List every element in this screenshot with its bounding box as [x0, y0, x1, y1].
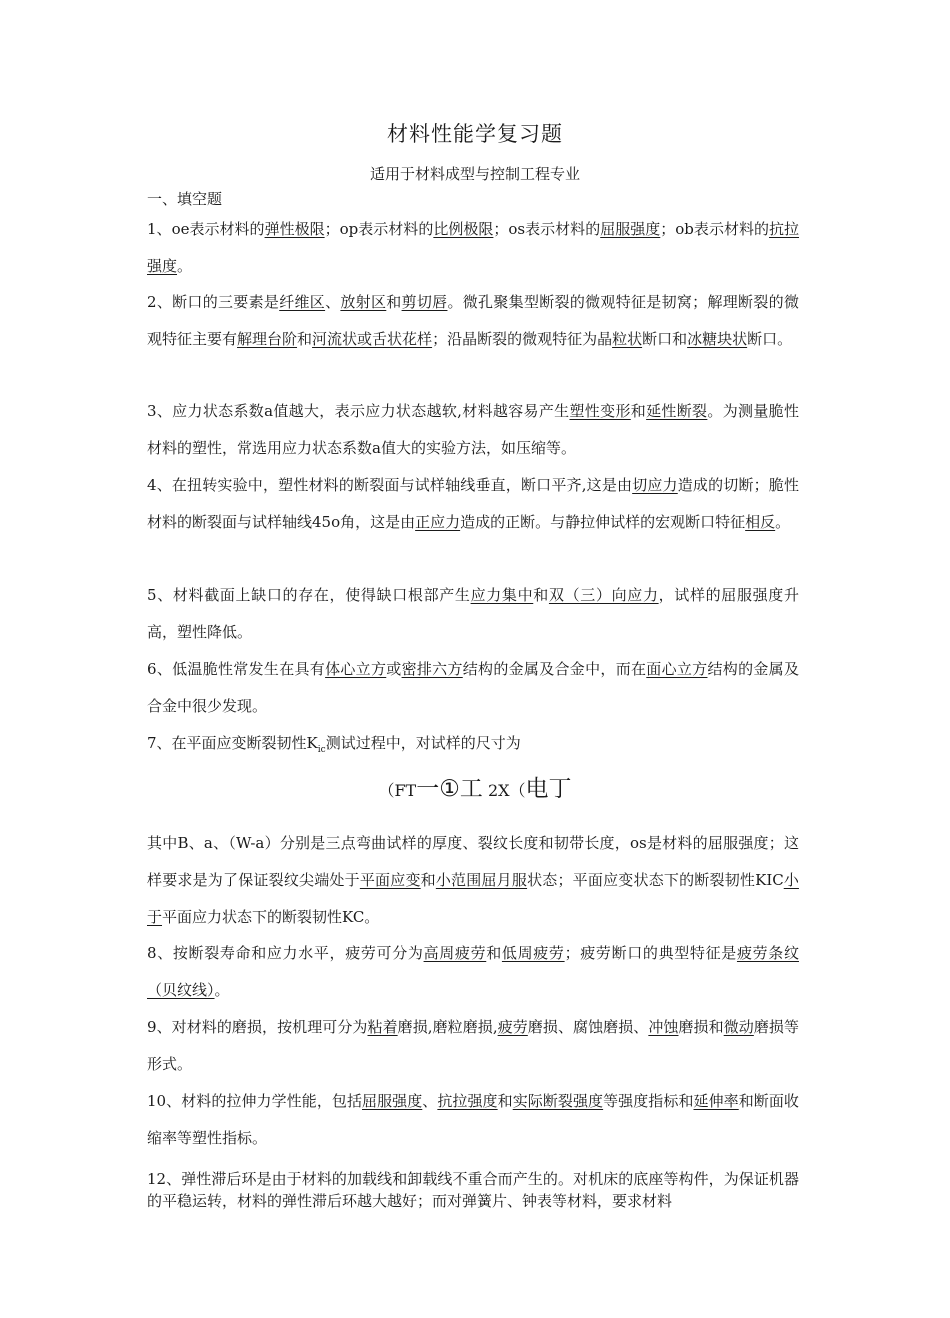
question-5: 5、材料截面上缺口的存在，使得缺口根部产生应力集中和双（三）向应力，试样的屈服强度升高，塑性降低。 [147, 586, 799, 641]
question-12: 12、弹性滞后环是由于材料的加载线和卸载线不重合而产生的。对机床的底座等构件，为保证机器的平稳运转，材料的弹性滞后环越大越好；而对弹簧片、钟表等材料，要求材料 [147, 1170, 799, 1210]
question-3: 3、应力状态系数a值越大，表示应力状态越软,材料越容易产生塑性变形和延性断裂。为测量脆性材料的塑性，常选用应力状态系数a值大的实验方法，如压缩等。 [147, 402, 799, 457]
question-2: 2、断口的三要素是纤维区、放射区和剪切唇。微孔聚集型断裂的微观特征是韧窝；解理断裂的微观特征主要有解理台阶和河流状或舌状花样；沿晶断裂的微观特征为晶粒状断口和冰糖块状断口。 [147, 293, 799, 348]
section-heading: 一、填空题 [147, 190, 223, 208]
question-8: 8、按断裂寿命和应力水平，疲劳可分为高周疲劳和低周疲劳；疲劳断口的典型特征是疲劳条纹（贝纹线）。 [147, 944, 799, 999]
question-7: 7、在平面应变断裂韧性$K_{ic}$测试过程中，对试样的尺寸为 [147, 734, 521, 755]
doc-title: 材料性能学复习题 [387, 122, 563, 146]
doc-subtitle: 适用于材料成型与控制工程专业 [369, 165, 580, 183]
question-4: 4、在扭转实验中，塑性材料的断裂面与试样轴线垂直，断口平齐,这是由切应力造成的切断；脆性材料的断裂面与试样轴线45o角，这是由正应力造成的正断。与静拉伸试样的宏观断口特征相反。 [147, 476, 799, 531]
question-1: 1、oe表示材料的弹性极限；op表示材料的比例极限；os表示材料的屈服强度；ob表示材料的抗拉强度。 [147, 220, 800, 275]
size-formula: （FT一①工 2X（电丁 [378, 776, 572, 802]
question-7-explanation: 其中B、a、（W-a）分别是三点弯曲试样的厚度、裂纹长度和韧带长度，os是材料的屈服强度；这样要求是为了保证裂纹尖端处于平面应变和小范围屈月服状态；平面应变状态下的断裂韧性KIC小于平面应力状态下的断裂韧性KC。 [147, 834, 799, 926]
question-9: 9、对材料的磨损，按机理可分为粘着磨损,磨粒磨损,疲劳磨损、腐蚀磨损、冲蚀磨损和微动磨损等形式。 [147, 1018, 799, 1073]
question-10: 10、材料的拉伸力学性能，包括屈服强度、抗拉强度和实际断裂强度等强度指标和延伸率和断面收缩率等塑性指标。 [147, 1092, 799, 1147]
question-6: 6、低温脆性常发生在具有体心立方或密排六方结构的金属及合金中，而在面心立方结构的金属及合金中很少发现。 [147, 660, 799, 715]
